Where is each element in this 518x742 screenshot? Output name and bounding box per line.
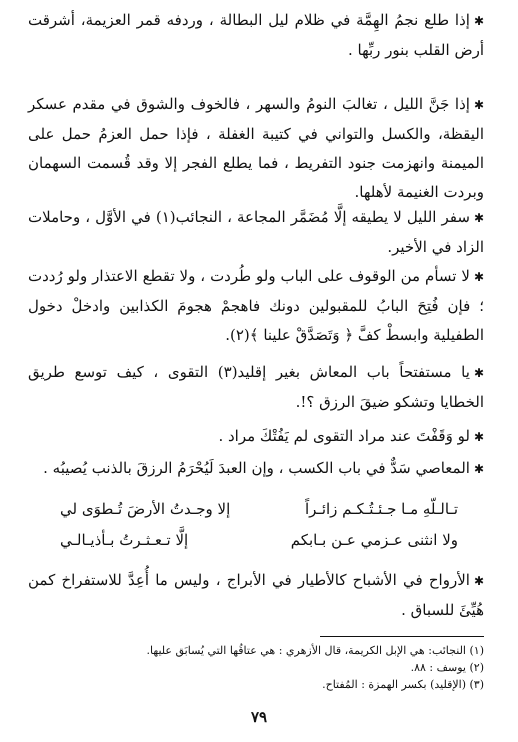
bullet-icon: ✱ [473,366,484,380]
paragraph-5 [28,358,484,417]
page-number: ٧٩ [250,708,268,726]
bullet-icon: ✱ [473,270,484,284]
poem [60,494,458,556]
paragraph-6 [28,422,484,452]
footnote-divider [320,636,484,637]
bullet-icon: ✱ [473,462,484,476]
footnotes [28,642,484,693]
paragraph-3 [28,203,484,262]
paragraph-2 [28,90,484,207]
poem-verse [60,525,458,556]
poem-hemistich-right: ولا انثنى عـزمي عـن بـابكم [290,531,458,549]
paragraph-text: إذا جَنَّ الليل ، تغالبَ النومُ والسهر ، فالخوف والشوق في مقدم عسكر اليقظة، والكسل والتواني في كتيبة الغفلة ، فإذا حمل العزمُ حمل على الميمنة وانهزمت جنود التفريط ، فما يطلع الفجر إلا وقد قُسمت السهمان وبردت الغنيمة لأهلها. [28,95,484,201]
paragraph-text: سفر الليل لا يطيقه إلَّا مُضَمَّر المجاعة ، النجائب(١) في الأوَّل ، وحاملات الزاد في الأخير. [28,208,484,256]
poem-verse [60,494,458,525]
paragraph-text: المعاصي سَدٌّ في باب الكسب ، وإن العبدَ لَيُحْرَمُ الرزقَ بالذنب يُصيبُه . [43,459,470,477]
paragraph-4 [28,262,484,350]
poem-hemistich-right: تـالـلّهِ مـا جـئـتُـكـم زائـراً [304,500,458,518]
bullet-icon: ✱ [473,574,484,588]
paragraph-text: الأرواح في الأشباح كالأطيار في الأبراج ، وليس ما أُعِدَّ للاستفراخ كمن هُيِّئَ للسباق . [28,571,484,619]
bullet-icon: ✱ [473,211,485,225]
bullet-icon: ✱ [473,98,484,112]
footnote-1: (١) النجائب: هي الإبل الكريمة، قال الأزهري : هي عتاقُها التي يُسابَق عليها. [146,644,484,657]
poem-hemistich-left: إلَّا تـعـثـرتُ بـأذيـالـي [60,531,189,549]
paragraph-text: لو وَقَفْتَ عند مراد التقوى لم يَفُتْكَ مراد . [218,427,470,445]
paragraph-1 [28,6,484,65]
poem-hemistich-left: إلا وجـدتُ الأرضَ تُـطوَى لي [60,500,231,518]
paragraph-text: إذا طلع نجمُ الهِمَّة في ظلام ليل البطالة ، وردفه قمر العزيمة، أشرقت أرض القلب بنور ربِّها . [28,11,484,59]
footnote-3: (٣) (الإقليد) بكسر الهمزة : المُفتاح. [322,678,484,691]
footnote-2: (٢) يوسف : ٨٨. [410,661,484,674]
paragraph-text: لا تسأم من الوقوف على الباب ولو طُردت ، ولا تقطع الاعتذار ولو رُددت ؛ فإن فُتِحَ البابُ للمقبولين دونك فاهجمْ هجومَ الكذابين وادخلْ دخول الطفيلية وابسطْ كفَّ ﴿ وَتَصَدَّقْ علينا ﴾(٢). [28,267,484,344]
bullet-icon: ✱ [473,14,484,28]
paragraph-7 [28,454,484,484]
paragraph-text: يا مستفتحاً باب المعاش بغير إقليد(٣) التقوى ، كيف توسع طريق الخطايا وتشكو ضيقَ الرزق ؟!. [28,363,484,411]
bullet-icon: ✱ [473,430,484,444]
paragraph-8 [28,566,484,625]
